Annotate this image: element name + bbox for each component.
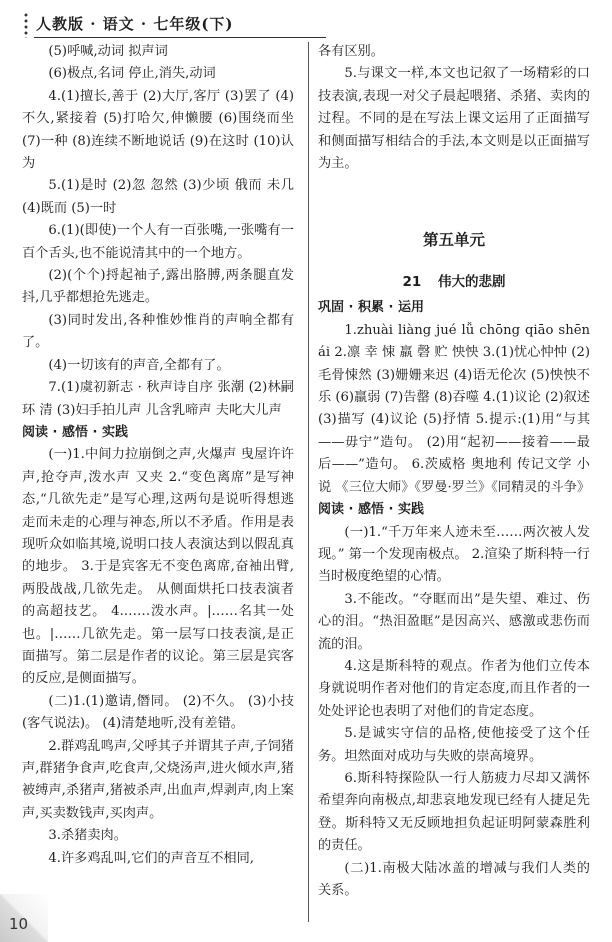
answer-paragraph: 5.与课文一样,本文也记叙了一场精彩的口技表演,表现一对父子晨起喂猪、杀猪、卖肉的过程。不同的是在写法上课文运用了正面描写和侧面描写相结合的手法,本文则是以正面描写为主。 xyxy=(318,66,590,172)
answer-paragraph: (二)1.(1)邀请,僭同。 (2)不久。 (3)小技(客气说法)。 (4)清楚地听,没有差错。 xyxy=(22,693,294,732)
left-column xyxy=(22,41,294,870)
header-rule xyxy=(34,37,326,38)
answer-paragraph: 2.群鸡乱鸣声,父呼其子并谓其子声,子饲猪声,群猪争食声,吃食声,父烧汤声,进火倾水声,猪被缚声,杀猪声,猪被杀声,出血声,焊剥声,肉上案声,买卖数钱声,买肉声。 xyxy=(22,738,294,821)
lesson-name: 伟大的悲剧 xyxy=(438,274,506,291)
lesson-number: 21 xyxy=(402,274,422,291)
answer-paragraph: 6.(1)(即使)一个人有一百张嘴,一张嘴有一百个舌头,也不能说清其中的一个地方。 xyxy=(22,223,294,261)
unit-title: 第五单元 xyxy=(422,231,485,250)
answer-paragraph: (5)呼喊,动词 拟声词 xyxy=(48,44,168,59)
answer-paragraph: 3.杀猪卖肉。 xyxy=(48,828,127,844)
answer-paragraph: (2)(个个)捋起袖子,露出胳膊,两条腿直发抖,几乎都想抢先逃走。 xyxy=(22,268,294,306)
answer-paragraph: (3)同时发出,各种惟妙惟肖的声响全都有了。 xyxy=(22,312,294,351)
answer-paragraph: 5.(1)是时 (2)忽 忽然 (3)少顷 俄而 未几 (4)既而 (5)一时 xyxy=(22,178,294,216)
header-title: 人教版 · 语文 · 七年级(下) xyxy=(36,15,234,33)
answer-paragraph: (4)一切该有的声音,全都有了。 xyxy=(48,357,230,373)
answer-paragraph: (一)1.“千万年来人迹未至……两次被人发现。” 第一个发现南极点。 2.渲染了斯科特一行当时极度绝望的心情。 xyxy=(318,524,590,585)
answer-paragraph: 3.不能改。“夺眶而出”是失望、难过、伤心的泪。“热泪盈眶”是因高兴、感激或悲伤而流的泪。 xyxy=(318,591,590,652)
page-number: 10 xyxy=(9,915,29,933)
right-column xyxy=(318,41,590,902)
answer-paragraph: 4.(1)擅长,善于 (2)大厅,客厅 (3)罢了 (4)不久,紧接着 (5)打哈欠,伸懒腰 (6)围绕而坐 (7)一种 (8)连续不断地说话 (9)在这时 (10)认为 xyxy=(22,88,294,172)
answer-paragraph: 4.这是斯科特的观点。作者为他们立传本身就说明作者对他们的肯定态度,而且作者的一处处评论也表明了对他们的肯定态度。 xyxy=(318,658,590,719)
answer-paragraph: 4.许多鸡乱叫,它们的声音互不相同, xyxy=(48,850,254,866)
answer-paragraph: (一)1.中间力拉崩倒之声,火爆声 曳屋许许声,抢夺声,泼水声 又夹 2.“变色离席”是写神态,“几欲先走”是写心理,这两句是说听得想逃走而未走的心理与神态,所以不矛盾。作用是表现听众如临其境,说明口技人表演达到以假乱真的地步。 3.于是宾客无不变色离席,奋袖出臂,两股战战,几欲先走。 从侧面烘托口技表演者的高超技艺。 4.……泼水声。|……名其一处也。|……几欲先走。第一层写口技表演,是正面描写。第二层是作者的议论。第三层是宾客的反应,是侧面描写。 xyxy=(22,447,294,687)
section-heading: 巩固 · 积累 · 运用 xyxy=(318,300,424,316)
answer-paragraph: 各有区别。 xyxy=(318,44,384,59)
answer-paragraph: (6)极点,名词 停止,消失,动词 xyxy=(48,66,216,82)
column-divider xyxy=(308,42,309,922)
page-header xyxy=(22,10,322,40)
answer-paragraph: 7.(1)虞初新志 · 秋声诗自序 张潮 (2)林嗣环 清 (3)妇手拍儿声 儿含乳啼声 夫叱大儿声 xyxy=(22,380,294,418)
section-heading: 阅读 · 感悟 · 实践 xyxy=(318,502,424,518)
section-heading: 阅读 · 感悟 · 实践 xyxy=(22,424,128,440)
answer-paragraph: 1.zhuài liàng jué lǚ chōng qiāo shēn ái 2.凛 幸 悚 羸 磬 贮 怏怏 3.(1)忧心忡忡 (2)毛骨悚然 (3)姗姗来迟 (4)语无伦次 (5)怏怏不乐 (6)羸弱 (7)告罄 (8)吞噬 4.(1)议论 (2)叙述 (3)描写 (4)议论 (5)抒情 5.提示:(1)用“与其——毋宁”造句。 (2)用“起初——接着——最后——”造句。 6.茨威格 奥地利 传记文学 小说 《三位大师》《罗曼·罗兰》《同精灵的斗争》 xyxy=(318,322,591,495)
answer-paragraph: (二)1.南极大陆冰盖的增减与我们人类的关系。 xyxy=(318,860,590,898)
lesson-title xyxy=(318,269,590,295)
header-dots-icon xyxy=(22,12,30,38)
answer-paragraph: 5.是诚实守信的品格,使他接受了这个任务。坦然面对成功与失败的崇高境界。 xyxy=(318,726,590,764)
answer-paragraph: 6.斯科特探险队一行人筋疲力尽却又满怀希望奔向南极点,却悲哀地发现已经有人捷足先登。斯科特又无反顾地担负起证明阿蒙森胜利的责任。 xyxy=(318,770,590,854)
